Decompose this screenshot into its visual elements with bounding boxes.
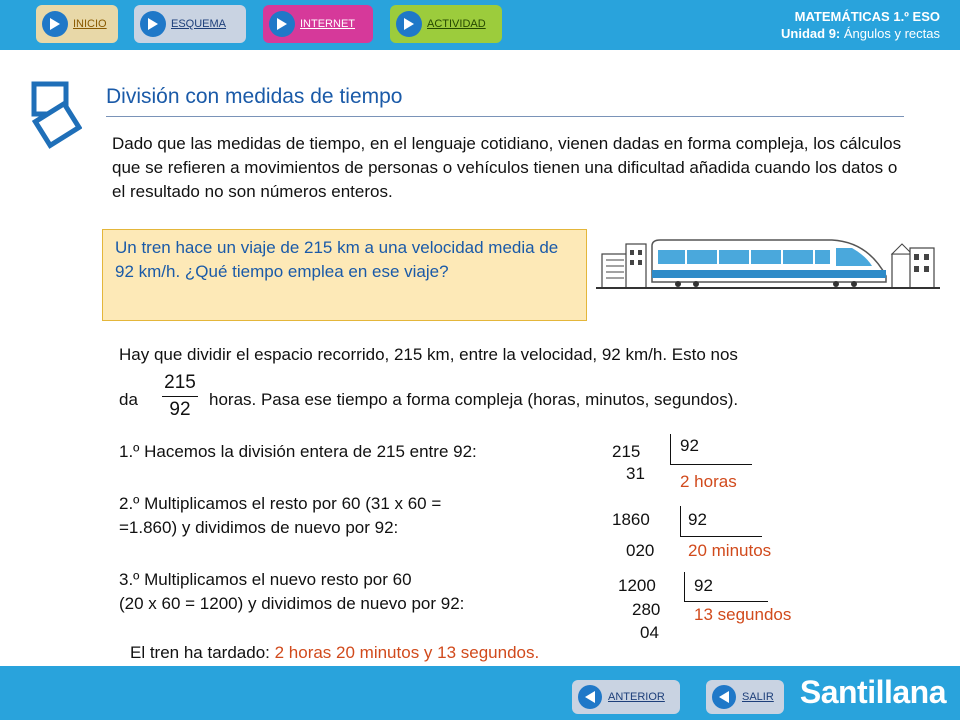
result-line xyxy=(130,641,539,665)
play-icon xyxy=(140,11,166,37)
santillana-logo: Santillana xyxy=(799,674,946,710)
result-prefix: El tren ha tardado: xyxy=(130,643,270,662)
fraction-denominator: 92 xyxy=(169,399,191,420)
course-title xyxy=(781,8,940,42)
anterior-button[interactable] xyxy=(572,680,680,714)
fraction-numerator: 215 xyxy=(164,372,196,393)
step-3-remainder-1: 280 xyxy=(632,600,661,619)
step-2-text-1: 2.º Multiplicamos el resto por 60 (31 x 60 = xyxy=(119,494,442,513)
step-3-text-2: (20 x 60 = 1200) y dividimos de nuevo por 92: xyxy=(119,594,465,613)
problem-box: Un tren hace un viaje de 215 km a una velocidad media de 92 km/h. ¿Qué tiempo emplea en ese viaje? xyxy=(102,229,587,321)
step-2-quotient: 20 minutos xyxy=(688,541,772,560)
step-2-text-2: =1.860) y dividimos de nuevo por 92: xyxy=(119,518,399,537)
fraction xyxy=(160,372,200,421)
train-illustration xyxy=(596,232,940,296)
salir-label: SALIR xyxy=(742,691,774,703)
step-3-division-bar xyxy=(684,572,685,602)
step-3-divisor: 92 xyxy=(694,576,713,595)
section-title: División con medidas de tiempo xyxy=(106,85,403,108)
step-1-quotient: 2 horas xyxy=(680,472,737,491)
actividad-button[interactable] xyxy=(390,5,502,43)
step-2-division-bar xyxy=(680,506,681,536)
step-1-dividend: 215 xyxy=(612,442,641,461)
step-3-dividend: 1200 xyxy=(618,576,656,595)
unit-name: Ángulos y rectas xyxy=(843,26,940,41)
esquema-label: ESQUEMA xyxy=(171,18,227,30)
step-1-division-bar xyxy=(670,434,671,464)
fraction-bar xyxy=(162,396,198,397)
step-2-divisor: 92 xyxy=(688,510,707,529)
step-3-remainder-2: 04 xyxy=(640,623,659,642)
step-1-remainder: 31 xyxy=(626,464,645,483)
actividad-label: ACTIVIDAD xyxy=(427,18,486,30)
inicio-button[interactable] xyxy=(36,5,118,43)
explanation-line-1: Hay que dividir el espacio recorrido, 215 km, entre la velocidad, 92 km/h. Esto nos xyxy=(119,345,738,364)
play-icon xyxy=(396,11,422,37)
title-divider xyxy=(106,116,904,117)
inicio-label: INICIO xyxy=(73,18,107,30)
step-2-divisor-rule xyxy=(680,536,762,537)
step-1-divisor-rule xyxy=(670,464,752,465)
internet-label: INTERNET xyxy=(300,18,355,30)
explanation-line-2: horas. Pasa ese tiempo a forma compleja (horas, minutos, segundos). xyxy=(209,390,739,409)
back-arrow-icon xyxy=(578,685,602,709)
internet-button[interactable] xyxy=(263,5,373,43)
salir-button[interactable] xyxy=(706,680,784,714)
back-arrow-icon xyxy=(712,685,736,709)
step-2-remainder: 020 xyxy=(626,541,655,560)
unit-label: Unidad 9: xyxy=(781,26,841,41)
step-1-text: 1.º Hacemos la división entera de 215 entre 92: xyxy=(119,442,477,461)
result-value: 2 horas 20 minutos y 13 segundos. xyxy=(274,643,540,662)
step-3-quotient: 13 segundos xyxy=(694,605,792,624)
esquema-button[interactable] xyxy=(134,5,246,43)
play-icon xyxy=(42,11,68,37)
step-1-divisor: 92 xyxy=(680,436,699,455)
anterior-label: ANTERIOR xyxy=(608,691,665,703)
step-2-dividend: 1860 xyxy=(612,510,650,529)
explanation-da: da xyxy=(119,390,138,409)
course-name: MATEMÁTICAS 1.º ESO xyxy=(794,9,940,24)
intro-paragraph: Dado que las medidas de tiempo, en el lenguaje cotidiano, vienen dadas en forma compleja, los cálculos que se refieren a movimientos de personas o vehículos tienen una dificultad añadida cuando los datos o el resultado no son números enteros. xyxy=(112,134,902,201)
step-3-divisor-rule xyxy=(684,601,768,602)
section-icon xyxy=(30,80,82,150)
play-icon xyxy=(269,11,295,37)
step-3-text-1: 3.º Multiplicamos el nuevo resto por 60 xyxy=(119,570,412,589)
